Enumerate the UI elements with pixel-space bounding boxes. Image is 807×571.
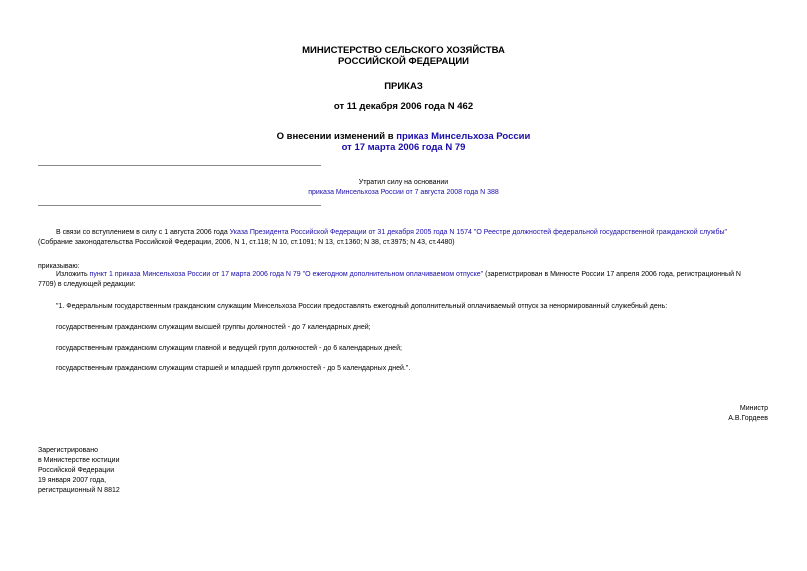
signature [600,404,768,424]
paragraph-2-line-1 [56,270,741,280]
registration-line-2: в Министерстве юстиции [38,457,120,464]
subject-line-1 [0,131,807,142]
notice-top-rule [38,165,321,166]
signature-title: Министр [739,405,768,412]
p2-suffix: (зарегистрирован в Минюсте России 17 апреля 2006 года, регистрационный N [483,271,741,278]
ministry-line-2: РОССИЙСКОЙ ФЕДЕРАЦИИ [337,56,469,67]
item-4: государственным гражданским служащим старшей и младшей групп должностей - до 5 календарных дней.". [56,365,411,372]
item-2: государственным гражданским служащим высшей группы должностей - до 7 календарных дней; [56,324,371,331]
paragraph-1-line-2: (Собрание законодательства Российской Федерации, 2006, N 1, ст.118; N 10, ст.1091; N 13, ст.1360; N 38, ст.3975; N 43, ст.4480) [38,239,455,246]
p2-prefix: Изложить [56,271,90,278]
repeal-notice [0,178,807,198]
item-1: "1. Федеральным государственным гражданским служащим Минсельхоза России предоставлять ежегодный дополнительный оплачиваемый отпуск за ненормированный служебный день: [56,303,668,310]
registration-line-3: Российской Федерации [38,467,115,474]
registration-info [38,446,120,496]
registration-line-4: 19 января 2007 года, [38,477,107,484]
prikaz-79-link[interactable]: пункт 1 приказа Минсельхоза России от 17 марта 2006 года N 79 "О ежегодном дополнительном оплачиваемом отпуске" [89,271,484,278]
ministry-line-1: МИНИСТЕРСТВО СЕЛЬСКОГО ХОЗЯЙСТВА [302,45,505,56]
doc-date: от 11 декабря 2006 года N 462 [333,101,474,112]
doc-subject [0,131,807,153]
ministry-title [0,45,807,67]
ukaz-link[interactable]: Указа Президента Российской Федерации от 31 декабря 2005 года N 1574 "О Реестре должностей федеральной государственной гражданской службы" [229,229,728,236]
registration-line-1: Зарегистрировано [38,447,98,454]
notice-link[interactable]: приказа Минсельхоза России от 7 августа 2008 года N 388 [308,189,499,196]
registration-line-5: регистрационный N 8812 [38,487,120,494]
paragraph-2-line-2: 7709) в следующей редакции: [38,281,136,288]
notice-line-1: Утратил силу на основании [358,179,449,186]
notice-bottom-rule [38,205,321,206]
subject-link[interactable]: приказ Минсельхоза России [396,131,531,142]
signature-name: А.В.Гордеев [728,415,768,422]
subject-line-2[interactable]: от 17 марта 2006 года N 79 [341,142,466,153]
order-word: приказываю: [38,263,80,270]
p1-prefix: В связи со вступлением в силу с 1 августа 2006 года [56,229,230,236]
paragraph-1-line-1 [56,228,727,238]
subject-prefix: О внесении изменений в [276,131,397,142]
item-3: государственным гражданским служащим главной и ведущей групп должностей - до 6 календарных дней; [56,345,402,352]
doc-type: ПРИКАЗ [384,81,423,92]
